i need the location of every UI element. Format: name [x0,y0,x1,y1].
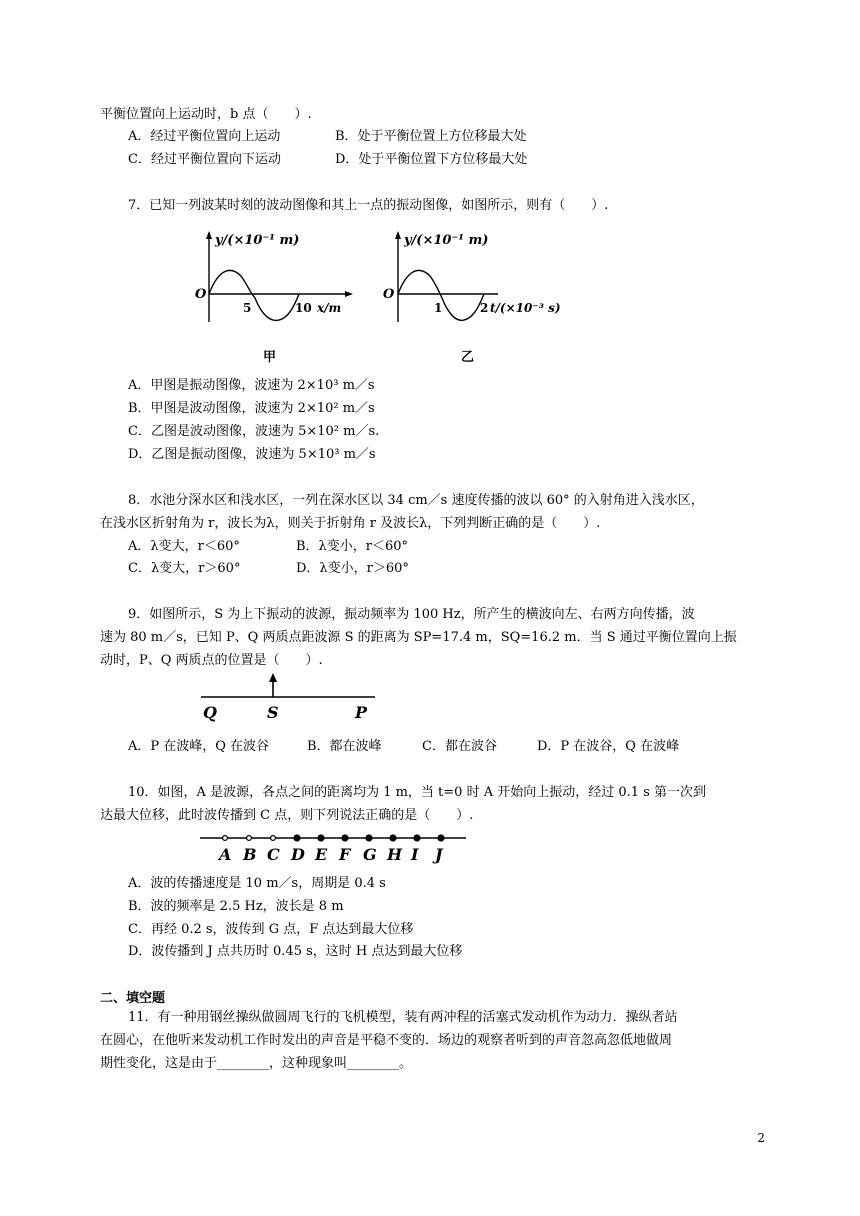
q10-point-j [438,835,444,841]
q9-stem-line2: 速为 80 m／s，已知 P、Q 两质点距波源 S 的距离为 SP=17.4 m，SQ=16.2 m．当 S 通过平衡位置向上振 [100,630,737,645]
q7-left-origin: O [195,287,207,302]
q10-option-a: A．波的传播速度是 10 m／s，周期是 0.4 s [128,876,386,891]
q9-label-q: Q [203,703,217,722]
q9-option-b: B．都在波峰 [307,739,382,754]
q11-line1: 11．有一种用钢丝操纵做圆周飞行的飞机模型，装有两冲程的活塞式发动机作为动力．操纵者站 [128,1010,678,1025]
q10-label-c: C [267,845,280,864]
q10-point-f [342,835,348,841]
q7-left-xlabel: x/m [317,301,342,315]
q7-left-tick-5: 5 [243,301,252,315]
q9-option-a: A．P 在波峰，Q 在波谷 [128,739,270,754]
q10-option-b: B．波的频率是 2.5 Hz，波长是 8 m [128,899,344,914]
q7-right-origin: O [383,287,395,302]
q7-left-caption: 甲 [263,350,277,365]
q9-label-s: S [267,703,279,722]
q9-stem-line3: 动时，P、Q 两质点的位置是（ ）. [100,653,323,668]
q6-stem-tail: 平衡位置向上运动时，b 点（ ）. [100,107,312,122]
q7-vibration-graph [376,228,576,328]
q9-option-d: D．P 在波谷，Q 在波峰 [537,739,680,754]
page-number: 2 [757,1131,765,1145]
q10-label-a: A [219,845,232,864]
q7-wave-curve [209,270,299,320]
q10-label-d: D [291,845,305,864]
q10-label-h: H [387,845,403,864]
q7-left-tick-10: 10 [295,301,312,315]
q7-left-ylabel: y/(×10⁻¹ m) [215,233,300,248]
q8-stem-line2: 在浅水区折射角为 r，波长为λ，则关于折射角 r 及波长λ，下列判断正确的是（ ）. [100,516,601,531]
q7-option-a: A．甲图是振动图像，波速为 2×10³ m／s [128,378,375,393]
q7-wave-graph [185,228,355,328]
q9-stem-line1: 9．如图所示，S 为上下振动的波源，振动频率为 100 Hz，所产生的横波向左、右两方向传播，波 [128,607,695,622]
q7-right-caption: 乙 [461,350,475,365]
q8-option-c: C．λ变大，r＞60° [128,561,241,576]
q7-right-xlabel: t/(×10⁻³ s) [490,301,561,315]
q7-right-tick-2: 2 [480,301,489,315]
q6-option-a: A．经过平衡位置向上运动 [128,129,281,144]
q6-option-d: D．处于平衡位置下方位移最大处 [335,152,528,167]
q8-stem-line1: 8．水池分深水区和浅水区，一列在深水区以 34 cm／s 速度传播的波以 60° 的入射角进入浅水区， [128,493,704,508]
q11-line2: 在圆心，在他听来发动机工作时发出的声音是平稳不变的．场边的观察者听到的声音忽高忽低地做周 [100,1033,673,1048]
q9-option-c: C．都在波谷 [422,739,497,754]
q10-point-a [223,836,228,841]
q10-diagram [198,828,470,866]
q8-option-d: D．λ变小，r＞60° [296,561,409,576]
q10-point-b [247,836,252,841]
q10-point-e [318,835,324,841]
section-title-fill-in: 二、填空题 [100,991,166,1006]
q10-label-g: G [363,845,377,864]
q10-label-i: I [411,845,419,864]
q10-point-h [390,835,396,841]
q10-label-b: B [243,845,257,864]
q6-option-c: C．经过平衡位置向下运动 [128,152,281,167]
q10-label-f: F [339,845,351,864]
q7-right-ylabel: y/(×10⁻¹ m) [404,233,489,248]
q7-stem: 7．已知一列波某时刻的波动图像和其上一点的振动图像，如图所示，则有（ ）. [128,198,609,213]
q10-stem-line2: 达最大位移，此时波传播到 C 点，则下列说法正确的是（ ）. [100,808,474,823]
q7-option-b: B．甲图是波动图像，波速为 2×10² m／s [128,401,375,416]
q8-option-a: A．λ变大，r＜60° [128,539,240,554]
q10-option-c: C．再经 0.2 s，波传到 G 点，F 点达到最大位移 [128,922,414,937]
q6-option-b: B．处于平衡位置上方位移最大处 [335,129,527,144]
q7-option-d: D．乙图是振动图像，波速为 5×10³ m／s [128,447,376,462]
q10-label-j: J [435,845,443,864]
q7-right-tick-1: 1 [434,301,443,315]
q9-label-p: P [355,703,368,722]
q10-stem-line1: 10．如图，A 是波源，各点之间的距离均为 1 m，当 t=0 时 A 开始向上振动，经过 0.1 s 第一次到 [128,785,706,800]
q10-label-e: E [315,845,328,864]
q10-point-i [414,835,420,841]
q10-point-g [366,835,372,841]
q10-point-c [271,836,276,841]
q8-option-b: B．λ变小，r＜60° [296,539,409,554]
q9-diagram [195,672,385,722]
q11-line3: 期性变化，这是由于________，这种现象叫________。 [100,1056,413,1071]
q10-point-d [294,835,300,841]
q10-option-d: D．波传播到 J 点共历时 0.45 s，这时 H 点达到最大位移 [128,944,463,959]
q7-option-c: C．乙图是波动图像，波速为 5×10² m／s. [128,424,380,439]
